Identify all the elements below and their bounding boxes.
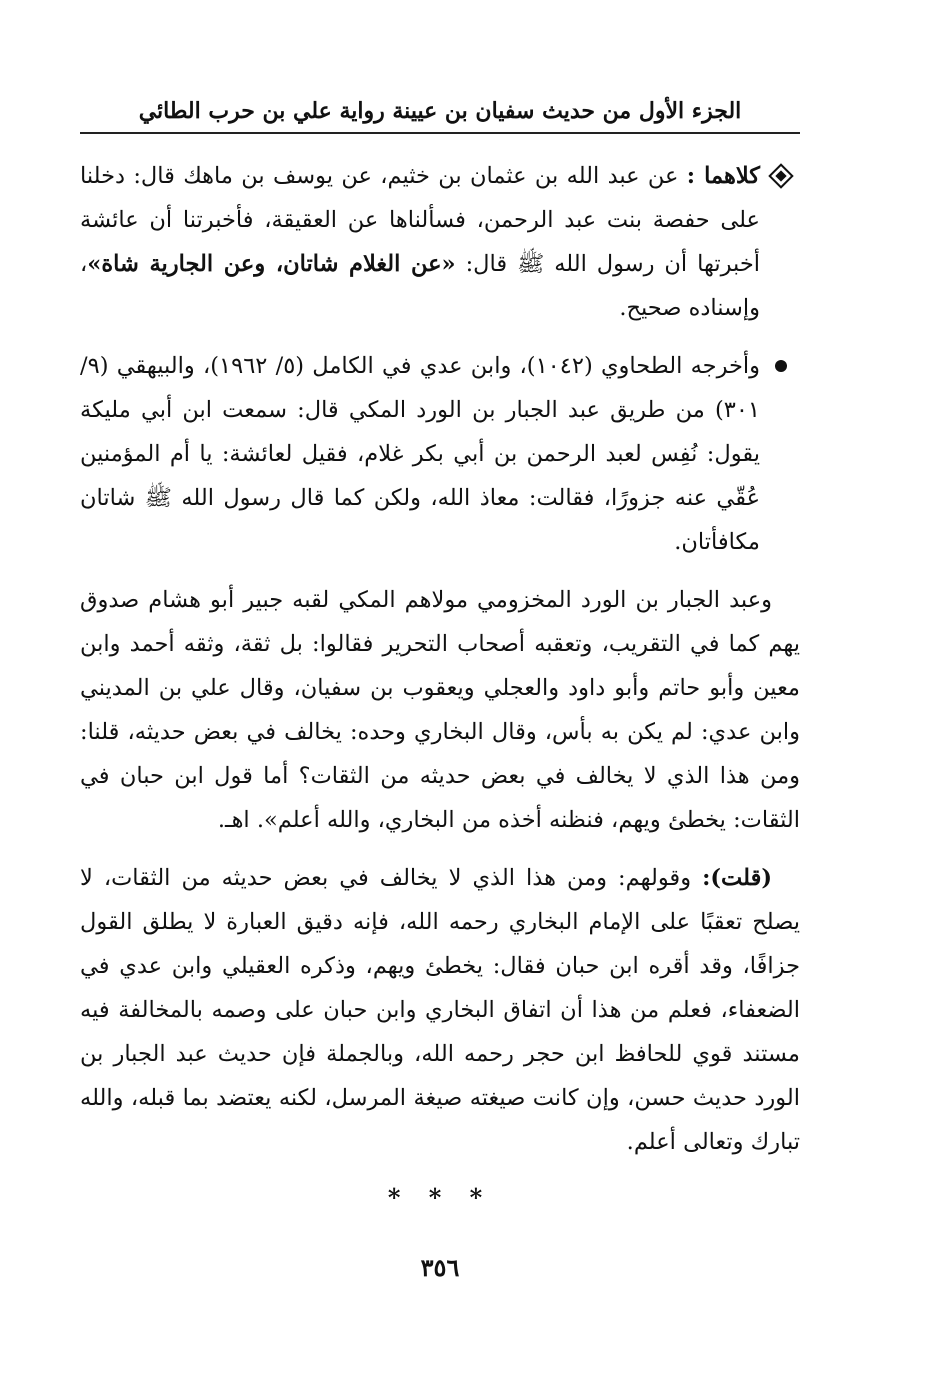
item-text: وأخرجه الطحاوي (١٠٤٢)، وابن عدي في الكامل (٥/ ١٩٦٢)، والبيهقي (٩/ ٣٠١) من طريق عبد الجبار بن الورد المكي قال: سمعت ابن أبي مليكة يقول: نُفِس لعبد الرحمن بن أبي بكر غلام، فقيل لعائشة: يا أم المؤمنين عُقّي عنه جزورًا، فقالت: معاذ الله، ولكن كما قال رسول الله ﷺ شاتان مكافأتان.	[80, 353, 761, 555]
item-text-end: ، وإسناده صحيح.	[80, 251, 760, 321]
hadith-quote: «عن الغلام شاتان، وعن الجارية شاة»	[87, 251, 456, 277]
section-separator: * * *	[387, 1183, 493, 1212]
page-number: ٣٥٦	[420, 1253, 460, 1282]
bullet-item-takhrij	[80, 344, 800, 564]
diamond-bullet-icon	[766, 154, 796, 198]
paragraph-author-comment	[80, 856, 800, 1164]
paragraph-narrator-note: وعبد الجبار بن الورد المخزومي مولاهم المكي لقبه جبير أبو هشام صدوق يهم كما في التقريب، وتعقبه أصحاب التحرير فقالوا: بل ثقة، وثقه أحمد وابن معين وأبو حاتم وأبو داود والعجلي ويعقوب بن سفيان، وقال علي بن المديني وابن عدي: لم يكن به بأس، وقال البخاري وحده: يخالف في بعض حديثه، قلنا: ومن هذا الذي لا يخالف في بعض حديثه من الثقات؟ أما قول ابن حبان في الثقات: يخطئ ويهم، فنظنه أخذه من البخاري، والله أعلم». اهـ.	[80, 587, 800, 833]
bullet-item-kilahuma	[80, 154, 800, 330]
page	[80, 96, 800, 1288]
paragraph-text: وقولهم: ومن هذا الذي لا يخالف في بعض حديثه من الثقات، لا يصلح تعقبًا على الإمام البخاري رحمه الله، فإنه دقيق العبارة لا يطلق القول جزافًا، وقد أقره ابن حبان فقال: يخطئ ويهم، وذكره العقيلي وابن عدي في الضعفاء، فعلم من هذا أن اتفاق البخاري وابن حبان على وصمه بالمخالفة فيه مستند قوي للحافظ ابن حجر رحمه الله، وبالجملة فإن حديث عبد الجبار بن الورد حديث حسن، وإن كانت صيغته صيغة المرسل، لكنه يعتضد بما قبله، والله تبارك وتعالى أعلم.	[80, 865, 800, 1155]
running-header: الجزء الأول من حديث سفيان بن عيينة رواية علي بن حرب الطائي	[80, 96, 800, 134]
item-text: عن عبد الله بن عثمان بن خثيم، عن يوسف بن ماهك قال: دخلنا على حفصة بنت عبد الرحمن، فسألناها عن العقيقة، فأخبرتنا أن عائشة أخبرتها أن رسول الله ﷺ قال:	[80, 163, 760, 277]
round-bullet-icon	[766, 344, 796, 388]
item-label: كلاهما :	[686, 163, 760, 189]
paragraph-label: (قلت):	[702, 865, 772, 891]
